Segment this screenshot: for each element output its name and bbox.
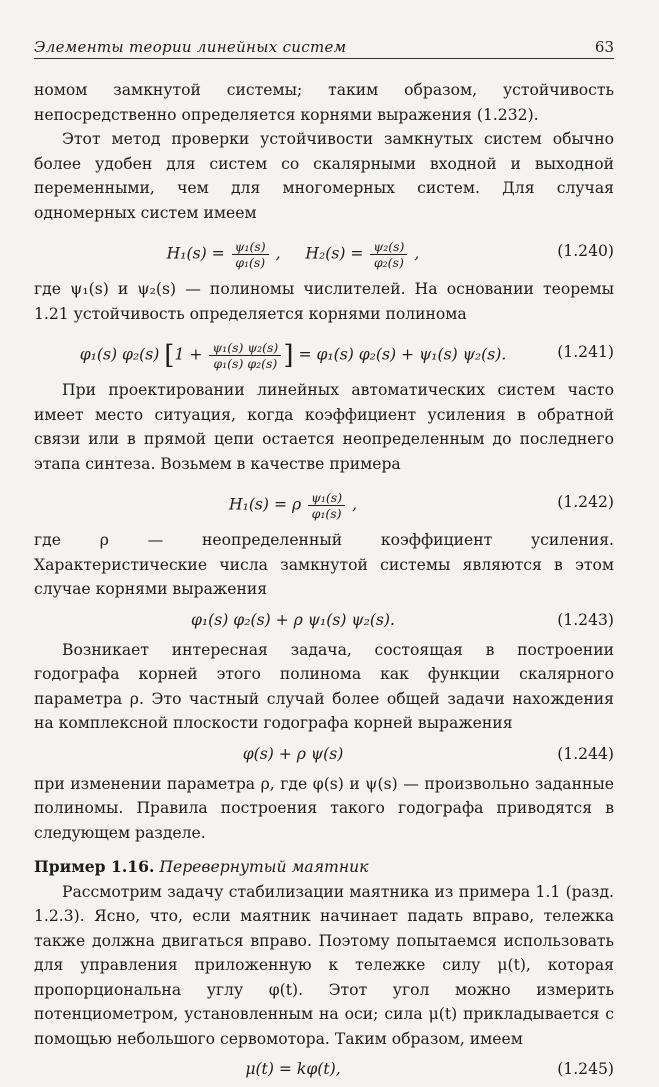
equation-body: φ(s) + ρ ψ(s) xyxy=(242,744,344,763)
eq-part: , xyxy=(352,495,358,514)
equation-1-241 xyxy=(34,326,614,378)
paragraph: Возникает интересная задача, состоящая в построении годографа корней этого полинома как функции скалярного параметра ρ. Это частный случай более общей задачи нахождения на комплексной плоскости годографа корней выражения xyxy=(34,640,614,732)
numerator: ψ₁(s) xyxy=(308,490,345,506)
fraction xyxy=(232,239,269,270)
equation-number: (1.241) xyxy=(557,343,614,361)
denominator: φ₁(s) φ₂(s) xyxy=(213,356,278,371)
paragraph: При проектировании линейных автоматических систем часто имеет место ситуация, когда коэффициент усиления в обратной связи или в прямой цепи остается неопределенным до последнего этапа синтеза. Возьмем в качестве примера xyxy=(34,381,614,473)
equation-1-244 xyxy=(34,742,614,766)
left-bracket: [ xyxy=(164,340,175,371)
eq-part: , xyxy=(414,244,420,263)
equation-number: (1.242) xyxy=(557,493,614,511)
equation-1-240 xyxy=(34,225,614,277)
page-number: 63 xyxy=(594,38,614,56)
eq-part: H₁(s) = xyxy=(166,244,225,263)
eq-part: = φ₁(s) φ₂(s) + ψ₁(s) ψ₂(s). xyxy=(298,345,507,364)
eq-part: φ₁(s) φ₂(s) xyxy=(79,345,160,364)
paragraph: Этот метод проверки устойчивости замкнутых систем обычно более удобен для систем со скалярными входной и выходной переменными, чем для многомерных систем. Для случая одномерных систем имеем xyxy=(34,130,614,222)
equation-body: μ(t) = kφ(t), xyxy=(245,1060,341,1078)
numerator: ψ₁(s) ψ₂(s) xyxy=(209,340,281,356)
running-title: Элементы теории линейных систем xyxy=(34,38,347,56)
fraction xyxy=(308,490,345,521)
right-bracket: ] xyxy=(283,340,294,371)
equation-body xyxy=(34,239,552,270)
equation-body xyxy=(34,340,552,371)
equation-1-243 xyxy=(34,608,614,632)
example-heading xyxy=(34,855,614,880)
equation-body: φ₁(s) φ₂(s) + ρ ψ₁(s) ψ₂(s). xyxy=(191,610,395,629)
fraction xyxy=(370,239,407,270)
eq-part: , xyxy=(275,244,281,263)
equation-number: (1.243) xyxy=(557,610,614,629)
denominator: φ₂(s) xyxy=(373,255,404,270)
paragraph: где ψ₁(s) и ψ₂(s) — полиномы числителей. На основании теоремы 1.21 устойчивость определяется корнями полинома xyxy=(34,280,614,323)
paragraph: номом замкнутой системы; таким образом, устойчивость непосредственно определяется корнями выражения (1.232). xyxy=(34,81,614,124)
example-title: Перевернутый маятник xyxy=(159,858,369,876)
eq-part: 1 + xyxy=(174,345,203,364)
paragraph: при изменении параметра ρ, где φ(s) и ψ(s) — произвольно заданные полиномы. Правила построения такого годографа приводятся в следующем разделе. xyxy=(34,774,614,842)
equation-number: (1.244) xyxy=(557,744,614,763)
numerator: ψ₁(s) xyxy=(232,239,269,255)
fraction xyxy=(209,340,281,371)
page-body xyxy=(34,78,614,1087)
equation-number: (1.240) xyxy=(557,242,614,260)
equation-1-242 xyxy=(34,476,614,528)
running-header xyxy=(34,36,614,59)
eq-part: H₁(s) = ρ xyxy=(228,495,302,514)
equation-1-245 xyxy=(34,1057,614,1081)
numerator: ψ₂(s) xyxy=(370,239,407,255)
denominator: φ₁(s) xyxy=(235,255,266,270)
equation-number: (1.245) xyxy=(557,1060,614,1078)
denominator: φ₁(s) xyxy=(311,506,342,521)
paragraph: где ρ — неопределенный коэффициент усиления. Характеристические числа замкнутой системы являются в этом случае корнями выражения xyxy=(34,531,614,598)
equation-body xyxy=(34,490,552,521)
eq-part: H₂(s) = xyxy=(305,244,364,263)
paragraph: Рассмотрим задачу стабилизации маятника из примера 1.1 (разд. 1.2.3). Ясно, что, если маятник начинает падать вправо, тележка также должна двигаться вправо. Поэтому попытаемся использовать для управления приложенную к тележке силу μ(t), которая пропорциональна углу φ(t). Этот угол можно измерить потенциометром, установленным на оси; сила μ(t) прикладывается с помощью небольшого сервомотора. Таким образом, имеем xyxy=(34,882,614,1048)
example-label: Пример 1.16. xyxy=(34,857,155,876)
